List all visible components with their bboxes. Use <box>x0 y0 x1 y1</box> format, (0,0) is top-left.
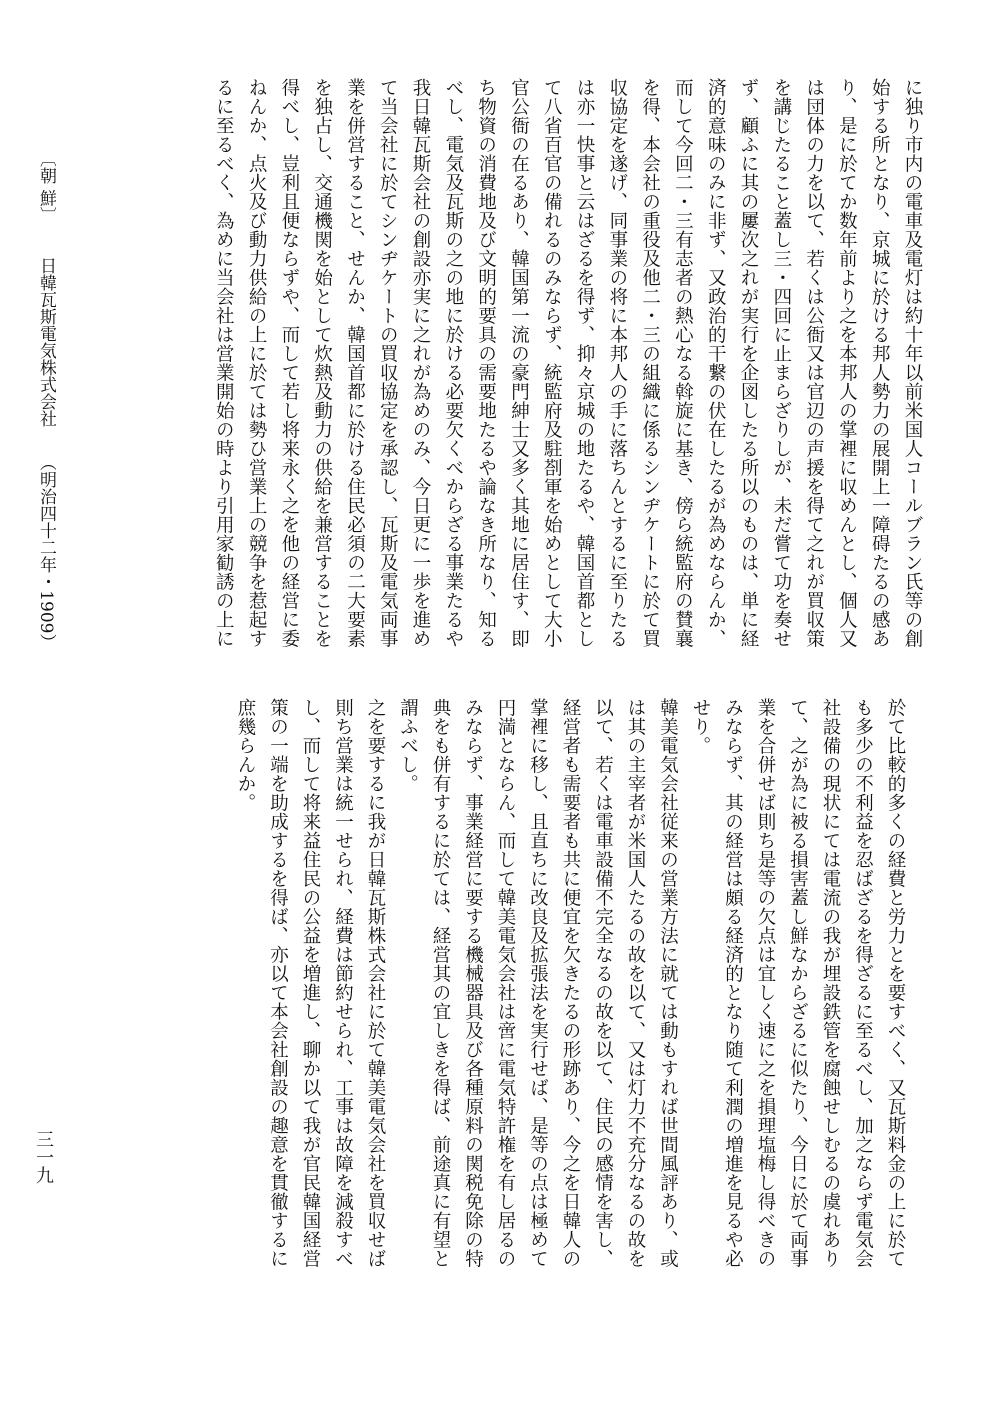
header-section: 〔朝 鮮〕 <box>36 150 56 224</box>
text-line: べし、電気及瓦斯の之の地に於ける必要欠くべからざる事業たるや <box>442 78 464 648</box>
text-line: 得べし、豈利且便ならずや、而して若し将来永く之を他の経営に委 <box>278 78 300 648</box>
text-line: みならず、其の経営は頗る経済的となり随て利潤の増進を見るや必 <box>722 698 744 1268</box>
header-date: （明治四十二年・1909） <box>36 454 56 651</box>
text-line: て八省百官の備れるのみならず、統監府及駐剳軍を始めとして大小 <box>541 78 563 648</box>
text-line: 則ち営業は統一せられ、経費は節約せられ、工事は故障を減殺すべ <box>332 698 354 1268</box>
text-line: ねんか、点火及び動力供給の上に於ては勢ひ営業上の競争を惹起す <box>246 78 268 648</box>
text-line: は其の主宰者が米国人たるの故を以て、又は灯力不充分なるの故を <box>625 698 646 1268</box>
text-line: に独り市内の電車及電灯は約十年以前米国人コールブラン氏等の創 <box>902 78 923 648</box>
text-line: 始する所となり、京城に於ける邦人勢力の展開上一障碍たるの感あ <box>869 78 891 648</box>
text-line: 謂ふべし。 <box>397 698 419 793</box>
text-line: 我日韓瓦斯会社の創設亦実に之れが為めのみ、今日更に一歩を進め <box>410 78 432 648</box>
text-line: 収協定を遂げ、同事業の将に本邦人の手に落ちんとするに至りたる <box>606 78 628 648</box>
text-line: し、而して将来益住民の公益を増進し、聊か以て我が官民韓国経営 <box>300 698 321 1268</box>
text-line: 典をも併有するに於ては、経営其の宜しきを得ば、前途真に有望と <box>430 698 451 1268</box>
text-line: ず、顧ふに其の屢次之れが実行を企図したる所以のものは、単に経 <box>738 78 760 648</box>
text-line: 以て、若くは電車設備不完全なるの故を以て、住民の感情を害し、 <box>592 698 614 1268</box>
paragraph-line: 韓美電気会社従来の営業方法に就ては動もすれば世間風評あり、或 <box>657 698 679 1268</box>
text-line: も多少の不利益を忍ばざるを得ざるに至るべし、加之ならず電気会 <box>852 698 874 1268</box>
text-line: せり。 <box>690 698 711 755</box>
text-line: 掌裡に移し、且直ちに改良及拡張法を実行せば、是等の点は極めて <box>527 698 549 1268</box>
text-line: 業を合併せば則ち是等の欠点は宜しく速に之を損理塩梅し得べきの <box>755 698 776 1268</box>
text-line: 済的意味のみに非ず、又政治的干繋の伏在したるが為めならんか、 <box>705 78 727 648</box>
text-line: 官公衙の在るあり、韓国第一流の豪門紳士又多く其地に居住す、即 <box>508 78 530 648</box>
text-line: て、之が為に被る損害蓋し鮮なからざるに似たり、今日に於て両事 <box>787 698 809 1268</box>
text-line: るに至るべく、為めに当会社は営業開始の時より引用家勧誘の上に <box>213 78 235 648</box>
header-company: 日韓瓦斯電気株式会社 <box>36 256 56 427</box>
text-line: 策の一端を助成するを得ば、亦以て本会社創設の趣意を貫徹するに <box>267 698 289 1268</box>
top-text-block <box>128 78 928 698</box>
text-line: 社設備の現状にては電流の我が埋設鉄管を腐蝕せしむるの虞れあり <box>820 698 841 1268</box>
text-line: を得、本会社の重役及他二・三の組織に係るシンヂケートに於て買 <box>639 78 661 648</box>
text-line: 而して今回二・三有志者の熱心なる斡旋に基き、傍ら統監府の賛襄 <box>672 78 694 648</box>
text-line: 円満とならん、而して韓美電気会社は啻に電気特許権を有し居るの <box>495 698 516 1268</box>
text-line: は亦一快事と云はざるを得ず、抑々京城の地たるや、韓国首都とし <box>574 78 596 648</box>
text-line: 於て比較的多くの経費と労力とを要すべく、又瓦斯料金の上に於て <box>885 698 906 1268</box>
text-line: みならず、事業経営に要する機械器具及び各種原料の関税免除の特 <box>462 698 484 1268</box>
text-line: 業を併営すること、せんか、韓国首都に於ける住民必須の二大要素 <box>344 78 366 648</box>
text-line: 経営者も需要者も共に便宜を欠きたるの形跡あり、今之を日韓人の <box>560 698 581 1268</box>
text-line: を講じたること蓋し三・四回に止まらざりしが、未だ嘗て功を奏せ <box>770 78 792 648</box>
running-header <box>16 150 56 690</box>
bottom-text-block <box>141 698 911 1338</box>
text-line: り、是に於てか数年前より之を本邦人の掌裡に収めんとし、個人又 <box>836 78 858 648</box>
text-line: は団体の力を以て、若くは公衙又は官辺の声援を得て之れが買収策 <box>803 78 825 648</box>
paragraph-line: 之を要するに我が日韓瓦斯株式会社に於て韓美電気会社を買収せば <box>365 698 386 1268</box>
text-line: て当会社に於てシンヂケートの買収協定を承認し、瓦斯及電気両事 <box>377 78 399 648</box>
page-number: 三一九 <box>33 1130 54 1184</box>
text-line: を独占し、交通機関を始として炊熱及動力の供給を兼営することを <box>311 78 333 648</box>
text-line: 庶幾らんか。 <box>235 698 256 812</box>
text-line: ち物資の消費地及び文明的要具の需要地たるや論なき所なり、知る <box>475 78 497 648</box>
